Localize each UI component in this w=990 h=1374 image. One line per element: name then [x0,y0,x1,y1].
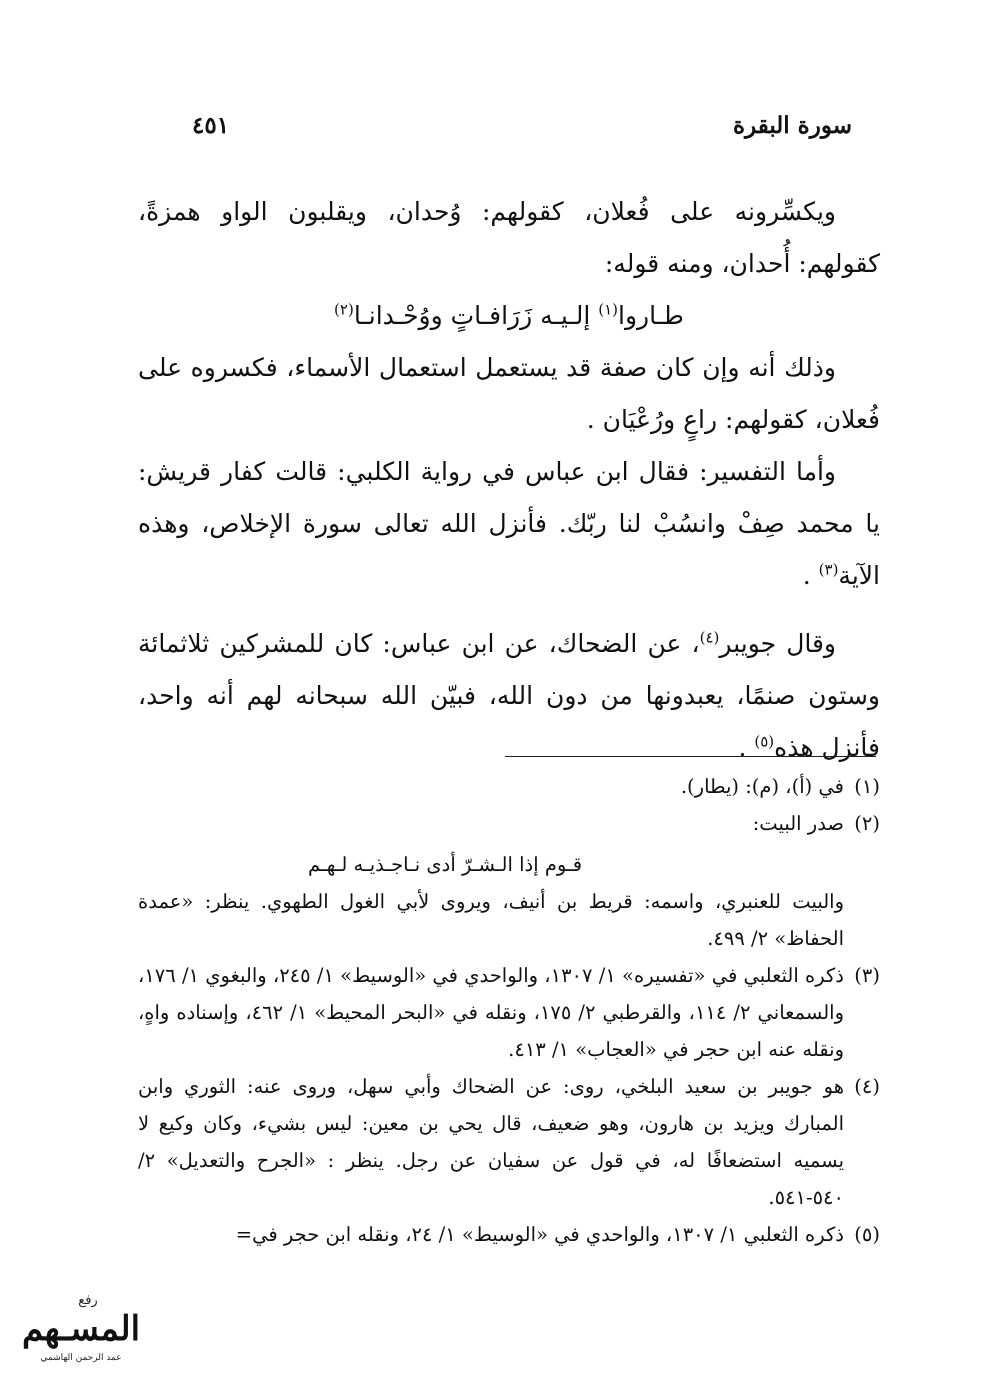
footnote-text: ذكره الثعلبي ١/ ١٣٠٧، والواحدي في «الوسيط» ١/ ٢٤، ونقله ابن حجر في= [235,1223,844,1246]
verse-part-2: إلـيـه زَرَافـاتٍ ووُحْـدانـا [353,301,599,330]
footnote-1 [138,768,880,805]
logo-sub-text: عمد الرحمن الهاشمي [40,1353,122,1363]
main-text [138,186,880,774]
footnote-2 [138,805,880,957]
poetry-verse [138,290,880,342]
footnote-text: في (أ)، (م): (يطار). [680,775,844,798]
page-header [180,112,852,156]
paragraph-4 [138,618,880,774]
page-number: ٤٥١ [192,112,230,139]
footnote-text: هو جويبر بن سعيد البلخي، روى: عن الضحاك وأبي سهل، وروى عنه: الثوري وابن المبارك ويزيد بن هارون، وهو ضعيف، قال يحي بن معين: ليس بشيء، وكان وكيع لا يسميه استضعافًا له، في قول عن سفيان عن رجل. ينظر : «الجرح والتعديل» ٢/ ٥٤٠-٥٤١. [138,1075,844,1209]
footnote-divider [505,756,876,757]
footnote-number: (٤) [854,1075,880,1098]
footnotes [138,768,880,1253]
paragraph-3-end: . [802,561,819,590]
footnote-hemistich: قـوم إذا الـشـرّ أدى نـاجـذيـه لـهـم [308,853,583,876]
footnote-number: (٢) [854,812,880,835]
surah-title: سورة البقرة [732,112,852,139]
publisher-logo [16,1286,146,1366]
footnote-ref-3: (٣) [818,560,839,579]
paragraph-1: ويكسِّرونه على فُعلان، كقولهم: وُحدان، ويقلبون الواو همزةً، كقولهم: أُحدان، ومنه قوله: [138,197,880,278]
footnote-4 [138,1068,880,1216]
footnote-text: ذكره الثعلبي في «تفسيره» ١/ ١٣٠٧، والواحدي في «الوسيط» ١/ ٢٤٥، والبغوي ١/ ١٧٦، والسمعاني ٢/ ١١٤، والقرطبي ٢/ ١٧٥، ونقله في «البحر المحيط» ١/ ٤٦٢، وإسناده واهٍ، ونقله عنه ابن حجر في «العجاب» ١/ ٤١٣. [138,964,844,1061]
footnote-text-continued: والبيت للعنبري، واسمه: قريط بن أنيف، ويروى لأبي الغول الطهوي. ينظر: «عمدة الحفاظ» ٢/ ٤٩٩. [138,890,844,950]
footnote-5 [138,1216,880,1253]
footnote-number: (٣) [854,964,880,987]
paragraph-4-end: . [738,733,755,762]
footnote-number: (٥) [854,1223,880,1246]
footnote-ref-4: (٤) [699,628,720,647]
paragraph-4-text: ، عن الضحاك، عن ابن عباس: كان للمشركين ثلاثمائة وستون صنمًا، يعبدونها من دون الله، فبيّن الله سبحانه لهم أنه واحد، فأنزل هذه [138,629,880,762]
footnote-ref-2: (٢) [334,300,354,319]
logo-main-text: المسـهم [21,1309,141,1349]
paragraph-3 [138,446,880,602]
footnote-ref-1: (١) [598,300,619,319]
verse-part-1: طـاروا [618,301,684,330]
footnote-ref-5: (٥) [754,732,775,751]
paragraph-4-start: وقال جويبر [719,629,836,658]
footnote-3 [138,957,880,1068]
paragraph-3-text: وأما التفسير: فقال ابن عباس في رواية الكلبي: قالت كفار قريش: يا محمد صِفْ وانسُبْ لنا ربّك. فأنزل الله تعالى سورة الإخلاص، وهذه الآية [138,457,880,590]
logo-top-text: رفع [78,1293,98,1308]
footnote-text: صدر البيت: [752,812,844,835]
paragraph-2: وذلك أنه وإن كان صفة قد يستعمل استعمال الأسماء، فكسروه على فُعلان، كقولهم: راعٍ ورُعْيَان . [138,353,880,434]
footnote-number: (١) [854,775,880,798]
